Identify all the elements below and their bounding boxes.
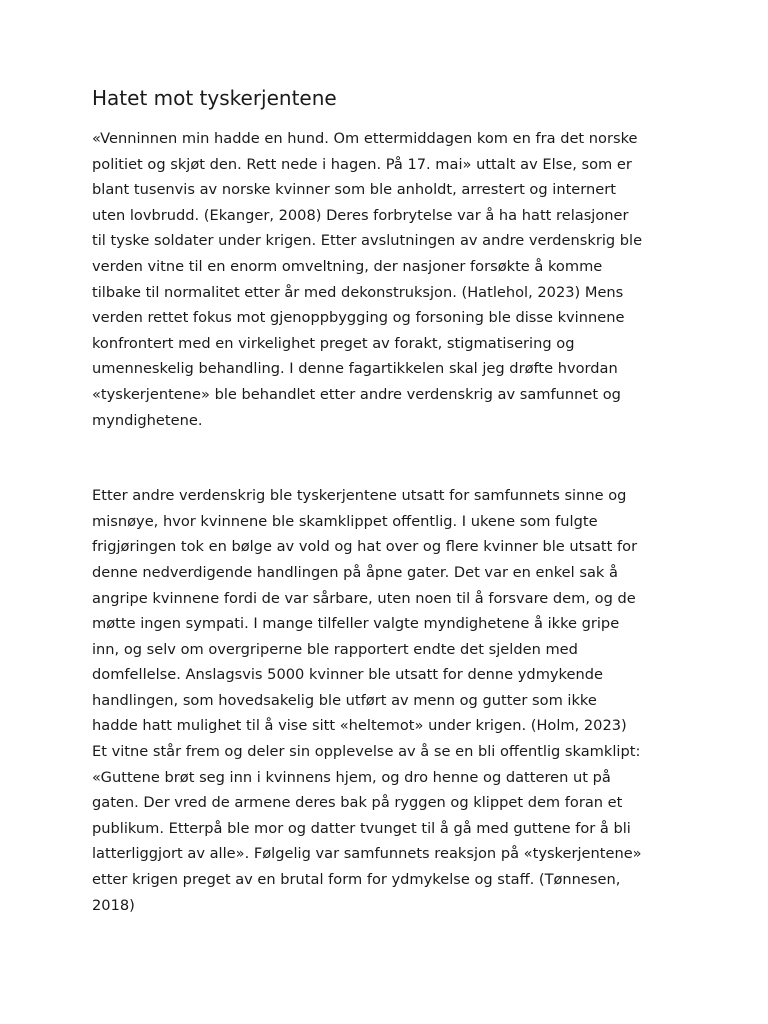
- text-line: uten lovbrudd. (Ekanger, 2008) Deres forbrytelse var å ha hatt relasjoner: [92, 206, 629, 224]
- document-title: Hatet mot tyskerjentene: [92, 86, 337, 110]
- text-line: verden rettet fokus mot gjenoppbygging og forsoning ble disse kvinnene: [92, 309, 625, 327]
- paragraph-2: [92, 483, 682, 918]
- text-line: Et vitne står frem og deler sin opplevelse av å se en bli offentlig skamklipt:: [92, 743, 641, 761]
- document-page: [92, 84, 682, 918]
- text-line: tilbake til normalitet etter år med dekonstruksjon. (Hatlehol, 2023) Mens: [92, 283, 624, 301]
- text-line: Etter andre verdenskrig ble tyskerjentene utsatt for samfunnets sinne og: [92, 487, 627, 505]
- text-line: hadde hatt mulighet til å vise sitt «heltemot» under krigen. (Holm, 2023): [92, 717, 627, 735]
- text-line: blant tusenvis av norske kvinner som ble anholdt, arrestert og internert: [92, 181, 616, 199]
- text-line: konfrontert med en virkelighet preget av forakt, stigmatisering og: [92, 334, 575, 352]
- text-line: verden vitne til en enorm omveltning, der nasjoner forsøkte å komme: [92, 257, 603, 275]
- text-line: «Guttene brøt seg inn i kvinnens hjem, og dro henne og datteren ut på: [92, 768, 611, 786]
- text-line: 2018): [92, 896, 135, 914]
- text-line: inn, og selv om overgriperne ble rapportert endte det sjelden med: [92, 640, 578, 658]
- text-line: publikum. Etterpå ble mor og datter tvunget til å gå med guttene for å bli: [92, 819, 631, 837]
- text-line: «Venninnen min hadde en hund. Om ettermiddagen kom en fra det norske: [92, 130, 638, 147]
- text-line: misnøye, hvor kvinnene ble skamklippet offentlig. I ukene som fulgte: [92, 512, 598, 530]
- text-line: «tyskerjentene» ble behandlet etter andre verdenskrig av samfunnet og: [92, 385, 621, 403]
- text-line: politiet og skjøt den. Rett nede i hagen. På 17. mai» uttalt av Else, som er: [92, 155, 632, 173]
- text-line: angripe kvinnene fordi de var sårbare, uten noen til å forsvare dem, og de: [92, 589, 636, 607]
- text-line: myndighetene.: [92, 411, 203, 429]
- text-line: latterliggjort av alle». Følgelig var samfunnets reaksjon på «tyskerjentene»: [92, 845, 642, 863]
- text-line: til tyske soldater under krigen. Etter avslutningen av andre verdenskrig ble: [92, 232, 643, 250]
- text-line: gaten. Der vred de armene deres bak på ryggen og klippet dem foran et: [92, 794, 623, 812]
- text-line: handlingen, som hovedsakelig ble utført av menn og gutter som ikke: [92, 691, 597, 709]
- text-line: etter krigen preget av en brutal form for ydmykelse og staff. (Tønnesen,: [92, 871, 621, 889]
- text-line: denne nedverdigende handlingen på åpne gater. Det var en enkel sak å: [92, 563, 618, 581]
- text-line: møtte ingen sympati. I mange tilfeller valgte myndighetene å ikke gripe: [92, 615, 620, 633]
- text-line: domfellelse. Anslagsvis 5000 kvinner ble utsatt for denne ydmykende: [92, 666, 603, 684]
- text-line: umenneskelig behandling. I denne fagartikkelen skal jeg drøfte hvordan: [92, 360, 618, 378]
- text-line: frigjøringen tok en bølge av vold og hat over og flere kvinner ble utsatt for: [92, 538, 638, 556]
- paragraph-1: [92, 126, 682, 433]
